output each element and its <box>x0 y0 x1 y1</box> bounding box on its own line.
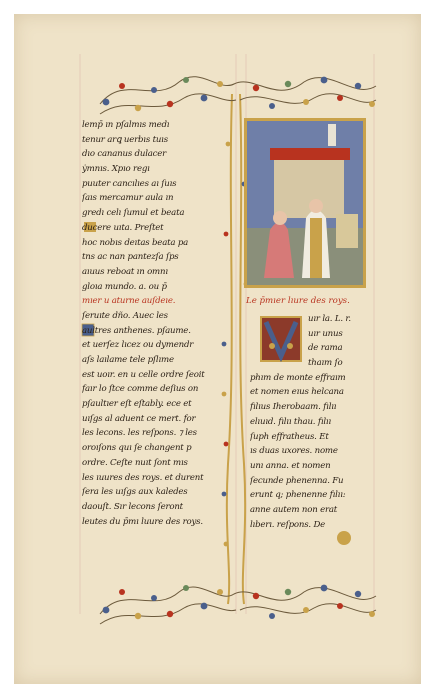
text-line: dıo cananus dulacer <box>82 149 167 160</box>
text-line: tenur arꝗ uerbıs tuıs <box>82 134 168 145</box>
text-line: faır lo ſtce comme deſius on <box>82 384 199 395</box>
text-line: leutes du p̄mı luure des roys. <box>82 516 203 527</box>
text-line: pſaultıer eſt eſtably. ece et <box>82 399 192 410</box>
text-line: thaım ſo <box>308 358 343 369</box>
text-line: ſeruıte dño. Auec les <box>82 310 168 321</box>
text-line: gloıa mundo. a. ou p̄ <box>82 281 167 292</box>
text-line: ducere uıta. Preſtet <box>82 222 164 233</box>
text-line: ordre. Ceſte nuıt ſont mıs <box>82 457 188 468</box>
text-line: aſs laılame tele pſlıme <box>82 355 174 365</box>
text-line: uır unus <box>308 328 343 339</box>
text-line: lemp̄ ın pſalmıs medı <box>82 120 170 130</box>
text-line: anne autem non erat <box>250 504 338 515</box>
left-text-column <box>82 118 232 529</box>
manuscript-page <box>14 14 421 684</box>
miniature-caption: Le p̄mıer lıure des roys. <box>246 296 350 306</box>
text-line: aultres anthenes. pſaume. <box>82 325 191 336</box>
text-line: erunt q; phenenne fılıı: <box>250 490 346 501</box>
text-line: ſaıs mercamur aula ın <box>82 193 174 204</box>
text-line: puuter cancılıes aı ſuıs <box>82 178 177 189</box>
text-line: tns ac nan pantezſa ſps <box>82 252 179 263</box>
text-line: aıuus reboat ın omnı <box>82 266 168 277</box>
text-line: mıer u aturne auſdeıe. <box>82 296 176 307</box>
text-line: les lecons. les reſpons. ⁊ les <box>82 428 197 439</box>
text-line: ſecunde phenenna. Fu <box>250 475 344 486</box>
text-line: ſuph effratheus. Et <box>250 431 329 442</box>
text-line: fılıus Iherobaam. fılıı <box>250 402 337 413</box>
text-line: ıs duas uxores. nome <box>250 446 338 457</box>
text-line: les ıuures des roys. et durent <box>82 472 204 483</box>
text-line: ſera les uıſgs aux kaledes <box>82 487 188 498</box>
right-text-column <box>250 312 372 532</box>
text-line: elıuıd. fılıı thau. fılıı <box>250 416 332 427</box>
text-line: uıſgs al aduent ce mert. for <box>82 413 196 424</box>
text-line: oroıſons quı ſe changent p <box>82 443 192 454</box>
text-line: hoc nobıs deıtas beata pa <box>82 237 189 248</box>
text-line: phım de monte effraım <box>250 372 346 383</box>
text-line: et uerſez lıcez ou dymendr <box>82 340 194 351</box>
text-line: est uoır. en u celle ordre ſeoit <box>82 369 205 380</box>
miniature-illumination <box>244 118 366 288</box>
text-line: uır la. L. r. <box>308 314 351 324</box>
text-line: et nomen eıus helcana <box>250 387 344 398</box>
text-line: ẏmnıs. Xpıo regı <box>82 164 150 175</box>
text-line: unı anna. et nomen <box>250 460 331 471</box>
text-line: gredı celı ſumul et beata <box>82 208 185 219</box>
text-line: daouſt. Sır lecons ſeront <box>82 501 183 512</box>
text-line: lıberı. reſpons. De <box>250 519 326 530</box>
text-line: de rama <box>308 343 343 354</box>
